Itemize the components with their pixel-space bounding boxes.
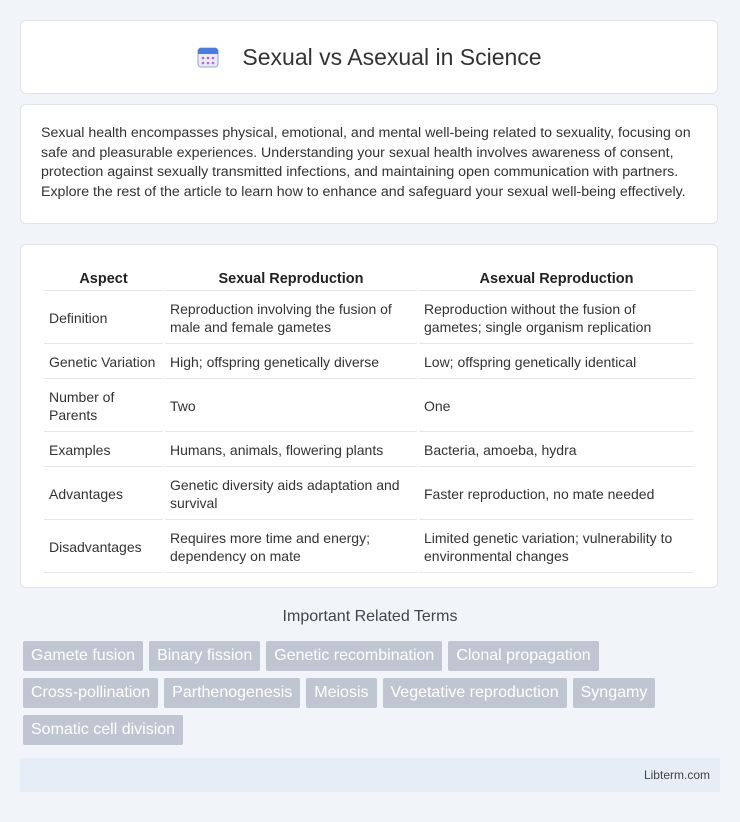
comparison-table-card xyxy=(20,244,718,588)
row-sexual: Genetic diversity aids adaptation and survival xyxy=(165,469,417,520)
header-sexual: Sexual Reproduction xyxy=(165,267,417,291)
header-card xyxy=(20,20,718,94)
header-aspect: Aspect xyxy=(44,267,163,291)
related-term-tag[interactable]: Gamete fusion xyxy=(23,641,143,671)
related-term-tag[interactable]: Cross-pollination xyxy=(23,678,158,708)
comparison-table xyxy=(42,265,696,575)
row-asexual: Limited genetic variation; vulnerability to environmental changes xyxy=(419,522,694,573)
related-terms-title: Important Related Terms xyxy=(282,608,458,625)
row-aspect: Examples xyxy=(44,434,163,467)
row-aspect: Genetic Variation xyxy=(44,346,163,379)
table-row xyxy=(44,522,694,573)
related-term-tag[interactable]: Genetic recombination xyxy=(266,641,442,671)
related-term-tag[interactable]: Vegetative reproduction xyxy=(383,678,567,708)
row-asexual: One xyxy=(419,381,694,432)
calendar-icon xyxy=(196,45,220,69)
table-header-row xyxy=(44,267,694,291)
related-term-tag[interactable]: Binary fission xyxy=(149,641,260,671)
related-term-tag[interactable]: Syngamy xyxy=(573,678,656,708)
table-row xyxy=(44,346,694,379)
related-term-tag[interactable]: Clonal propagation xyxy=(448,641,598,671)
table-row xyxy=(44,469,694,520)
row-asexual: Bacteria, amoeba, hydra xyxy=(419,434,694,467)
page-title: Sexual vs Asexual in Science xyxy=(242,43,542,70)
footer-site-link[interactable]: Libterm.com xyxy=(643,768,710,782)
intro-card xyxy=(20,104,718,224)
row-aspect: Advantages xyxy=(44,469,163,520)
row-sexual: Two xyxy=(165,381,417,432)
related-terms-list xyxy=(23,641,723,745)
row-aspect: Disadvantages xyxy=(44,522,163,573)
intro-text: Sexual health encompasses physical, emotional, and mental well-being related to sexuality, focusing on safe and pleasurable experiences. Understanding your sexual health involves awareness of consent, protection against sexually transmitted infections, and maintaining open communication with partners. Explore the rest of the article to learn how to enhance and safeguard your sexual well-being effectively. xyxy=(41,125,691,200)
related-term-tag[interactable]: Somatic cell division xyxy=(23,715,183,745)
row-sexual: Requires more time and energy; dependency on mate xyxy=(165,522,417,573)
row-asexual: Low; offspring genetically identical xyxy=(419,346,694,379)
row-aspect: Definition xyxy=(44,293,163,344)
row-sexual: Reproduction involving the fusion of male and female gametes xyxy=(165,293,417,344)
header-asexual: Asexual Reproduction xyxy=(419,267,694,291)
row-asexual: Faster reproduction, no mate needed xyxy=(419,469,694,520)
table-row xyxy=(44,293,694,344)
row-sexual: High; offspring genetically diverse xyxy=(165,346,417,379)
table-row xyxy=(44,381,694,432)
footer xyxy=(20,758,720,792)
table-row xyxy=(44,434,694,467)
row-aspect: Number of Parents xyxy=(44,381,163,432)
row-asexual: Reproduction without the fusion of gametes; single organism replication xyxy=(419,293,694,344)
related-term-tag[interactable]: Parthenogenesis xyxy=(164,678,300,708)
row-sexual: Humans, animals, flowering plants xyxy=(165,434,417,467)
related-term-tag[interactable]: Meiosis xyxy=(306,678,376,708)
